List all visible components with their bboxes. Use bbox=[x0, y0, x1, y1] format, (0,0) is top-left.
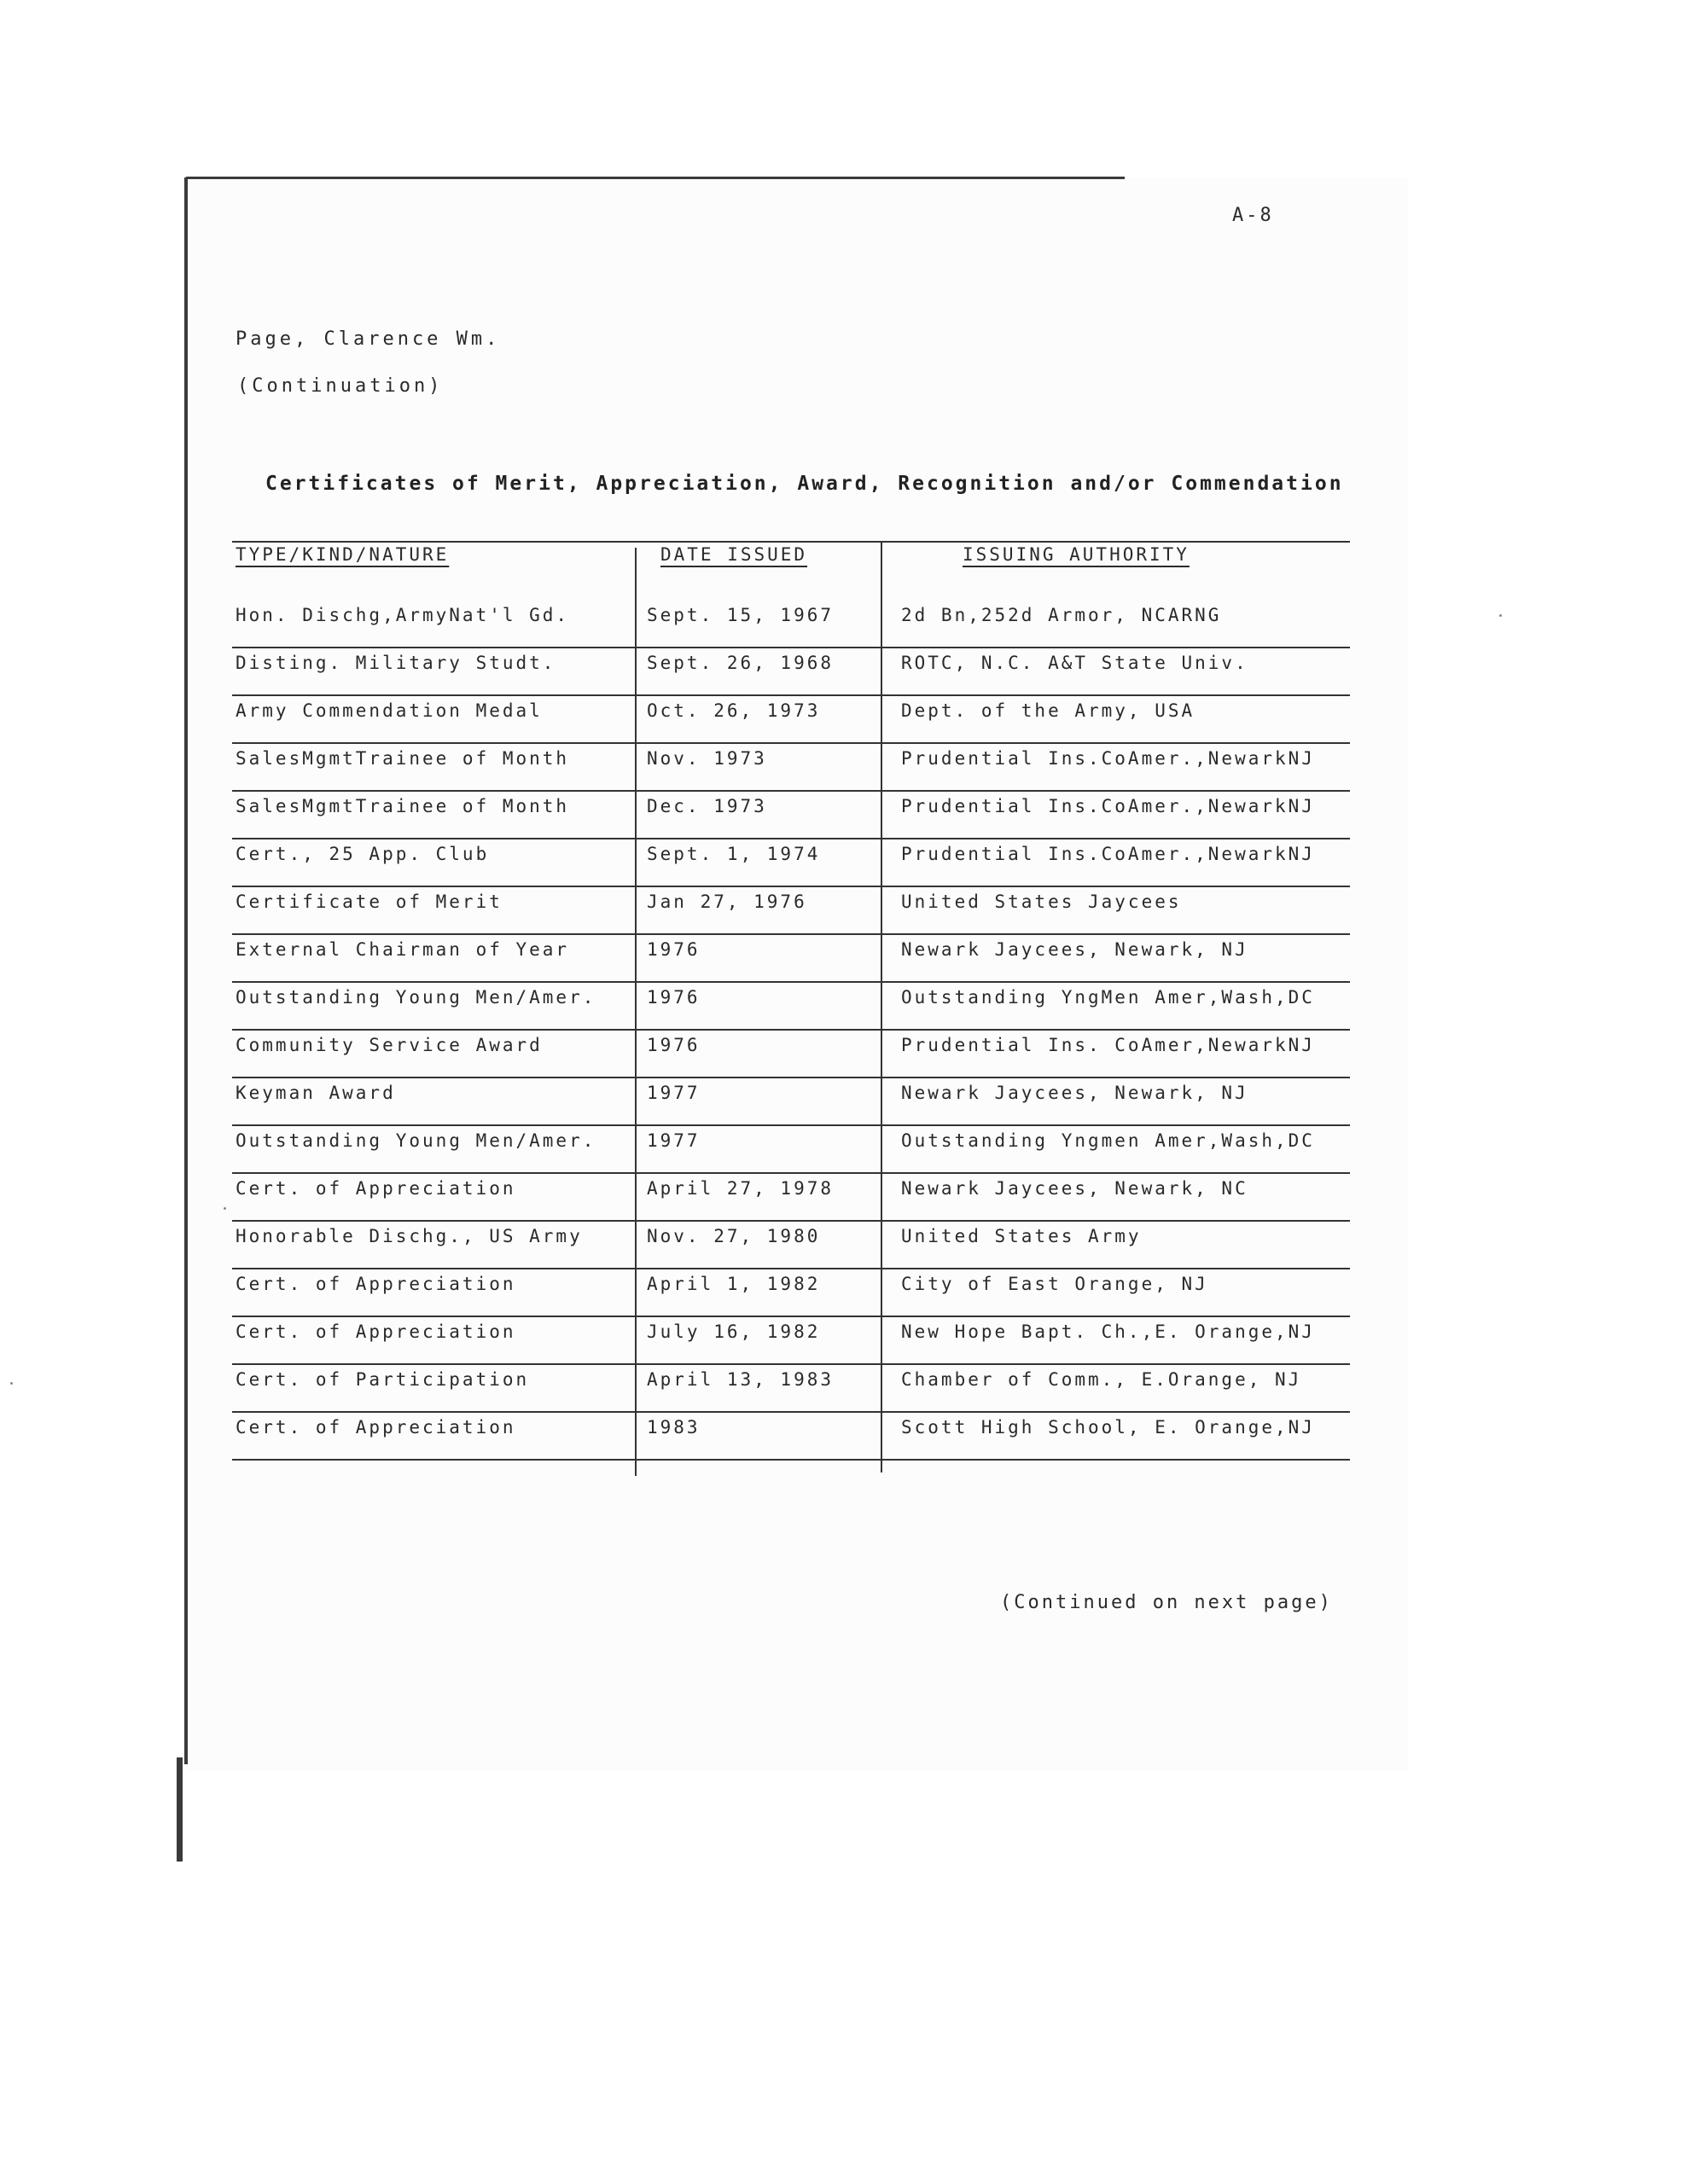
cell-date: April 27, 1978 bbox=[647, 1178, 835, 1199]
row-rule bbox=[232, 1268, 1350, 1269]
cell-type: Keyman Award bbox=[236, 1083, 396, 1103]
cell-authority: ROTC, N.C. A&T State Univ. bbox=[901, 653, 1248, 673]
cell-authority: Newark Jaycees, Newark, NC bbox=[901, 1178, 1248, 1199]
cell-date: Sept. 26, 1968 bbox=[647, 653, 835, 673]
table-row bbox=[232, 1271, 1350, 1319]
table-row bbox=[232, 1032, 1350, 1080]
person-name: Page, Clarence Wm. bbox=[236, 328, 501, 350]
row-rule bbox=[232, 1316, 1350, 1317]
table-row bbox=[232, 650, 1350, 698]
row-rule bbox=[232, 1077, 1350, 1078]
cell-authority: Newark Jaycees, Newark, NJ bbox=[901, 1083, 1248, 1103]
cell-type: Outstanding Young Men/Amer. bbox=[236, 1130, 596, 1151]
cell-authority: Prudential Ins.CoAmer.,NewarkNJ bbox=[901, 748, 1315, 769]
table-top-rule bbox=[232, 541, 1350, 543]
row-rule bbox=[232, 647, 1350, 648]
page-number: A-8 bbox=[1232, 205, 1274, 226]
cell-authority: Prudential Ins.CoAmer.,NewarkNJ bbox=[901, 796, 1315, 816]
cell-authority: Scott High School, E. Orange,NJ bbox=[901, 1417, 1315, 1438]
scan-speck bbox=[10, 1382, 13, 1385]
row-rule bbox=[232, 694, 1350, 696]
cell-type: Hon. Dischg,ArmyNat'l Gd. bbox=[236, 605, 570, 625]
cell-authority: Prudential Ins. CoAmer,NewarkNJ bbox=[901, 1035, 1315, 1055]
cell-type: Cert. of Appreciation bbox=[236, 1321, 516, 1342]
cell-date: Jan 27, 1976 bbox=[647, 892, 807, 912]
row-rule bbox=[232, 1124, 1350, 1126]
cell-type: Disting. Military Studt. bbox=[236, 653, 556, 673]
cell-type: Cert. of Appreciation bbox=[236, 1417, 516, 1438]
cell-date: Nov. 27, 1980 bbox=[647, 1226, 821, 1246]
cell-authority: Chamber of Comm., E.Orange, NJ bbox=[901, 1369, 1302, 1390]
cell-authority: United States Jaycees bbox=[901, 892, 1182, 912]
cell-authority: Outstanding YngMen Amer,Wash,DC bbox=[901, 987, 1315, 1008]
row-rule bbox=[232, 933, 1350, 935]
cell-date: 1983 bbox=[647, 1417, 701, 1438]
table-row bbox=[232, 841, 1350, 889]
page-edge-left-bottom bbox=[177, 1757, 183, 1862]
header-authority: ISSUING AUTHORITY bbox=[963, 544, 1190, 565]
cell-authority: New Hope Bapt. Ch.,E. Orange,NJ bbox=[901, 1321, 1315, 1342]
cell-authority: United States Army bbox=[901, 1226, 1142, 1246]
row-rule bbox=[232, 1220, 1350, 1222]
continued-note: (Continued on next page) bbox=[1000, 1592, 1333, 1613]
cell-date: 1976 bbox=[647, 987, 701, 1008]
row-rule bbox=[232, 1172, 1350, 1174]
continuation-label: (Continuation) bbox=[237, 375, 444, 397]
cell-date: July 16, 1982 bbox=[647, 1321, 821, 1342]
table-row bbox=[232, 1128, 1350, 1176]
table-row bbox=[232, 1319, 1350, 1367]
table-row bbox=[232, 746, 1350, 793]
cell-date: 1977 bbox=[647, 1083, 701, 1103]
cell-date: April 13, 1983 bbox=[647, 1369, 835, 1390]
row-rule bbox=[232, 886, 1350, 887]
row-rule bbox=[232, 1363, 1350, 1365]
header-date: DATE ISSUED bbox=[660, 544, 808, 565]
cell-authority: Dept. of the Army, USA bbox=[901, 700, 1195, 721]
cell-date: 1977 bbox=[647, 1130, 701, 1151]
table-row bbox=[232, 1176, 1350, 1223]
section-heading: Certificates of Merit, Appreciation, Award, Recognition and/or Commendation bbox=[265, 473, 1344, 495]
cell-authority: Prudential Ins.CoAmer.,NewarkNJ bbox=[901, 844, 1315, 864]
cell-date: Sept. 15, 1967 bbox=[647, 605, 835, 625]
row-rule bbox=[232, 981, 1350, 983]
cell-date: April 1, 1982 bbox=[647, 1274, 821, 1294]
table-row bbox=[232, 1367, 1350, 1414]
cell-type: SalesMgmtTrainee of Month bbox=[236, 796, 570, 816]
cell-authority: 2d Bn,252d Armor, NCARNG bbox=[901, 605, 1222, 625]
cell-date: Oct. 26, 1973 bbox=[647, 700, 821, 721]
row-rule bbox=[232, 1459, 1350, 1461]
scan-speck bbox=[224, 1207, 226, 1210]
cell-authority: City of East Orange, NJ bbox=[901, 1274, 1208, 1294]
table-row bbox=[232, 1223, 1350, 1271]
cell-type: Certificate of Merit bbox=[236, 892, 503, 912]
page-edge-top bbox=[186, 177, 1125, 179]
table-row bbox=[232, 985, 1350, 1032]
cell-type: Community Service Award bbox=[236, 1035, 543, 1055]
table-row bbox=[232, 937, 1350, 985]
table-row bbox=[232, 793, 1350, 841]
table-row bbox=[232, 1414, 1350, 1462]
cell-authority: Newark Jaycees, Newark, NJ bbox=[901, 939, 1248, 960]
cell-date: 1976 bbox=[647, 1035, 701, 1055]
cell-type: Cert., 25 App. Club bbox=[236, 844, 490, 864]
row-rule bbox=[232, 790, 1350, 792]
table-row bbox=[232, 889, 1350, 937]
table-row bbox=[232, 1080, 1350, 1128]
row-rule bbox=[232, 838, 1350, 839]
cell-type: SalesMgmtTrainee of Month bbox=[236, 748, 570, 769]
table-row bbox=[232, 602, 1350, 650]
cell-type: Army Commendation Medal bbox=[236, 700, 543, 721]
table-row bbox=[232, 698, 1350, 746]
cell-type: Cert. of Appreciation bbox=[236, 1274, 516, 1294]
page-edge-left bbox=[184, 177, 188, 1764]
cell-date: Dec. 1973 bbox=[647, 796, 767, 816]
row-rule bbox=[232, 1411, 1350, 1413]
cell-authority: Outstanding Yngmen Amer,Wash,DC bbox=[901, 1130, 1315, 1151]
row-rule bbox=[232, 1029, 1350, 1031]
cell-type: External Chairman of Year bbox=[236, 939, 570, 960]
row-rule bbox=[232, 742, 1350, 744]
cell-type: Cert. of Participation bbox=[236, 1369, 530, 1390]
cell-type: Outstanding Young Men/Amer. bbox=[236, 987, 596, 1008]
scan-speck bbox=[1499, 614, 1502, 617]
cell-date: 1976 bbox=[647, 939, 701, 960]
cell-type: Honorable Dischg., US Army bbox=[236, 1226, 583, 1246]
header-type: TYPE/KIND/NATURE bbox=[236, 544, 450, 565]
cell-date: Nov. 1973 bbox=[647, 748, 767, 769]
cell-type: Cert. of Appreciation bbox=[236, 1178, 516, 1199]
cell-date: Sept. 1, 1974 bbox=[647, 844, 821, 864]
